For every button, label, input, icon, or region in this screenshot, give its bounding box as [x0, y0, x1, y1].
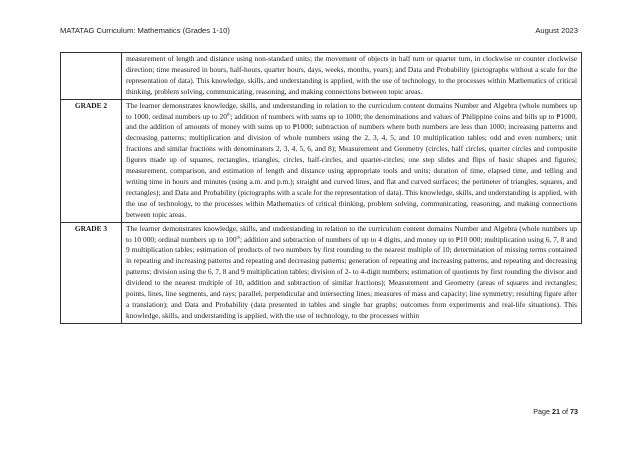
curriculum-table — [60, 52, 582, 324]
total-pages: 73 — [570, 407, 578, 416]
grade-cell: GRADE 3 — [61, 222, 122, 323]
table-row — [61, 99, 582, 222]
standard-text-part: ; addition of numbers with sums up to 1000; the denominations and values of Philippine coins and bills up to ₱1000, and the addition of amounts of money with sums up to ₱1000; subtraction of numbers where both numbers are less than 1000; increasing patterns and decreasing patterns; multiplication and division of whole numbers using the 2, 3, 4, 5, and 10 multiplication tables; odd and even numbers; unit fractions and similar fractions with denominators 2, 3, 4, 5, 6, and 8); Measurement and Geometry (circles, half circles, quarter circles and composite figures made up of squares, rectangles, triangles, circles, half-circles, and quarter-circles; one step slides and flips of basic shapes and figures; measurement, comparison, and estimation of length and distance using appropriate tools and units; duration of time, elapsed time, and telling and writing time in hours and minutes (using a.m. and p.m.); straight and curved lines, and flat and curved surfaces; the perimeter of triangles, squares, and rectangles); and Data and Probability (pictographs with a scale for the representation of data). This knowledge, skills, and understanding is applied, with the use of technology, to the processes within Mathematics of critical thinking, problem solving, communicating, reasoning, and making connections between topic areas. — [126, 111, 577, 219]
table-row — [61, 222, 582, 323]
standard-text-part: The learner demonstrates knowledge, skills, and understanding in relation to the curriculum content domains Number and Algebra (whole numbers up to 1000, ordinal numbers up to 20 — [126, 100, 577, 121]
page-label: Page — [533, 407, 550, 416]
standard-cell — [122, 222, 582, 323]
standard-text-part: The learner demonstrates knowledge, skills, and understanding in relation to the curriculum content domains Number and Algebra (whole numbers up to 10 000; ordinal numbers up to 100 — [126, 223, 577, 244]
page-number — [533, 407, 578, 416]
page-of-label: of — [562, 407, 568, 416]
grade-cell — [61, 53, 122, 100]
standard-cell: measurement of length and distance using non-standard units; the movement of objects in half turn or quarter turn, in clockwise or counter clockwise direction; time measured in hours, half-hours, quarter hours, days, weeks, months, years); and Data and Probability (pictographs without a scale for the representation of data). This knowledge, skills, and understanding is applied, with the use of technology, to the processes within Mathematics of critical thinking, problem solving, communicating, reasoning, and making connections between topic areas. — [122, 53, 582, 100]
document-date: August 2023 — [535, 26, 578, 35]
ordinal-superscript: th — [226, 111, 231, 117]
standard-text-part: ; addition and subtraction of numbers of up to 4 digits, and money up to ₱10 000; multiplication using 6, 7, 8 and 9 multiplication tables; estimation of products of two numbers by first rounding to the nearest multiple of 10; determination of missing terms contained in repeating and increasing patterns and repeating and decreasing patterns; generation of repeating and increasing patterns, and repeating and decreasing patterns; division using the 6, 7, 8 and 9 multiplication tables; division of 2- to 4-digit numbers; estimation of quotients by first rounding the divisor and dividend to the nearest multiple of 10, addition and subtraction of similar fractions); Measurement and Geometry (areas of squares and rectangles; points, lines, line segments, and rays; parallel, perpendicular and intersecting lines; measures of mass and capacity; line symmetry; resulting figure after a translation); and Data and Probability (data presented in tables and single bar graphs; outcomes from experiments and real-life situations). This knowledge, skills, and understanding is applied, with the use of technology, to the processes within — [126, 234, 577, 320]
grade-cell: GRADE 2 — [61, 99, 122, 222]
ordinal-superscript: th — [236, 234, 241, 240]
table-row — [61, 53, 582, 100]
page-header — [60, 26, 578, 35]
current-page: 21 — [552, 407, 560, 416]
document-title: MATATAG Curriculum: Mathematics (Grades 1-10) — [60, 26, 230, 35]
standard-cell — [122, 99, 582, 222]
